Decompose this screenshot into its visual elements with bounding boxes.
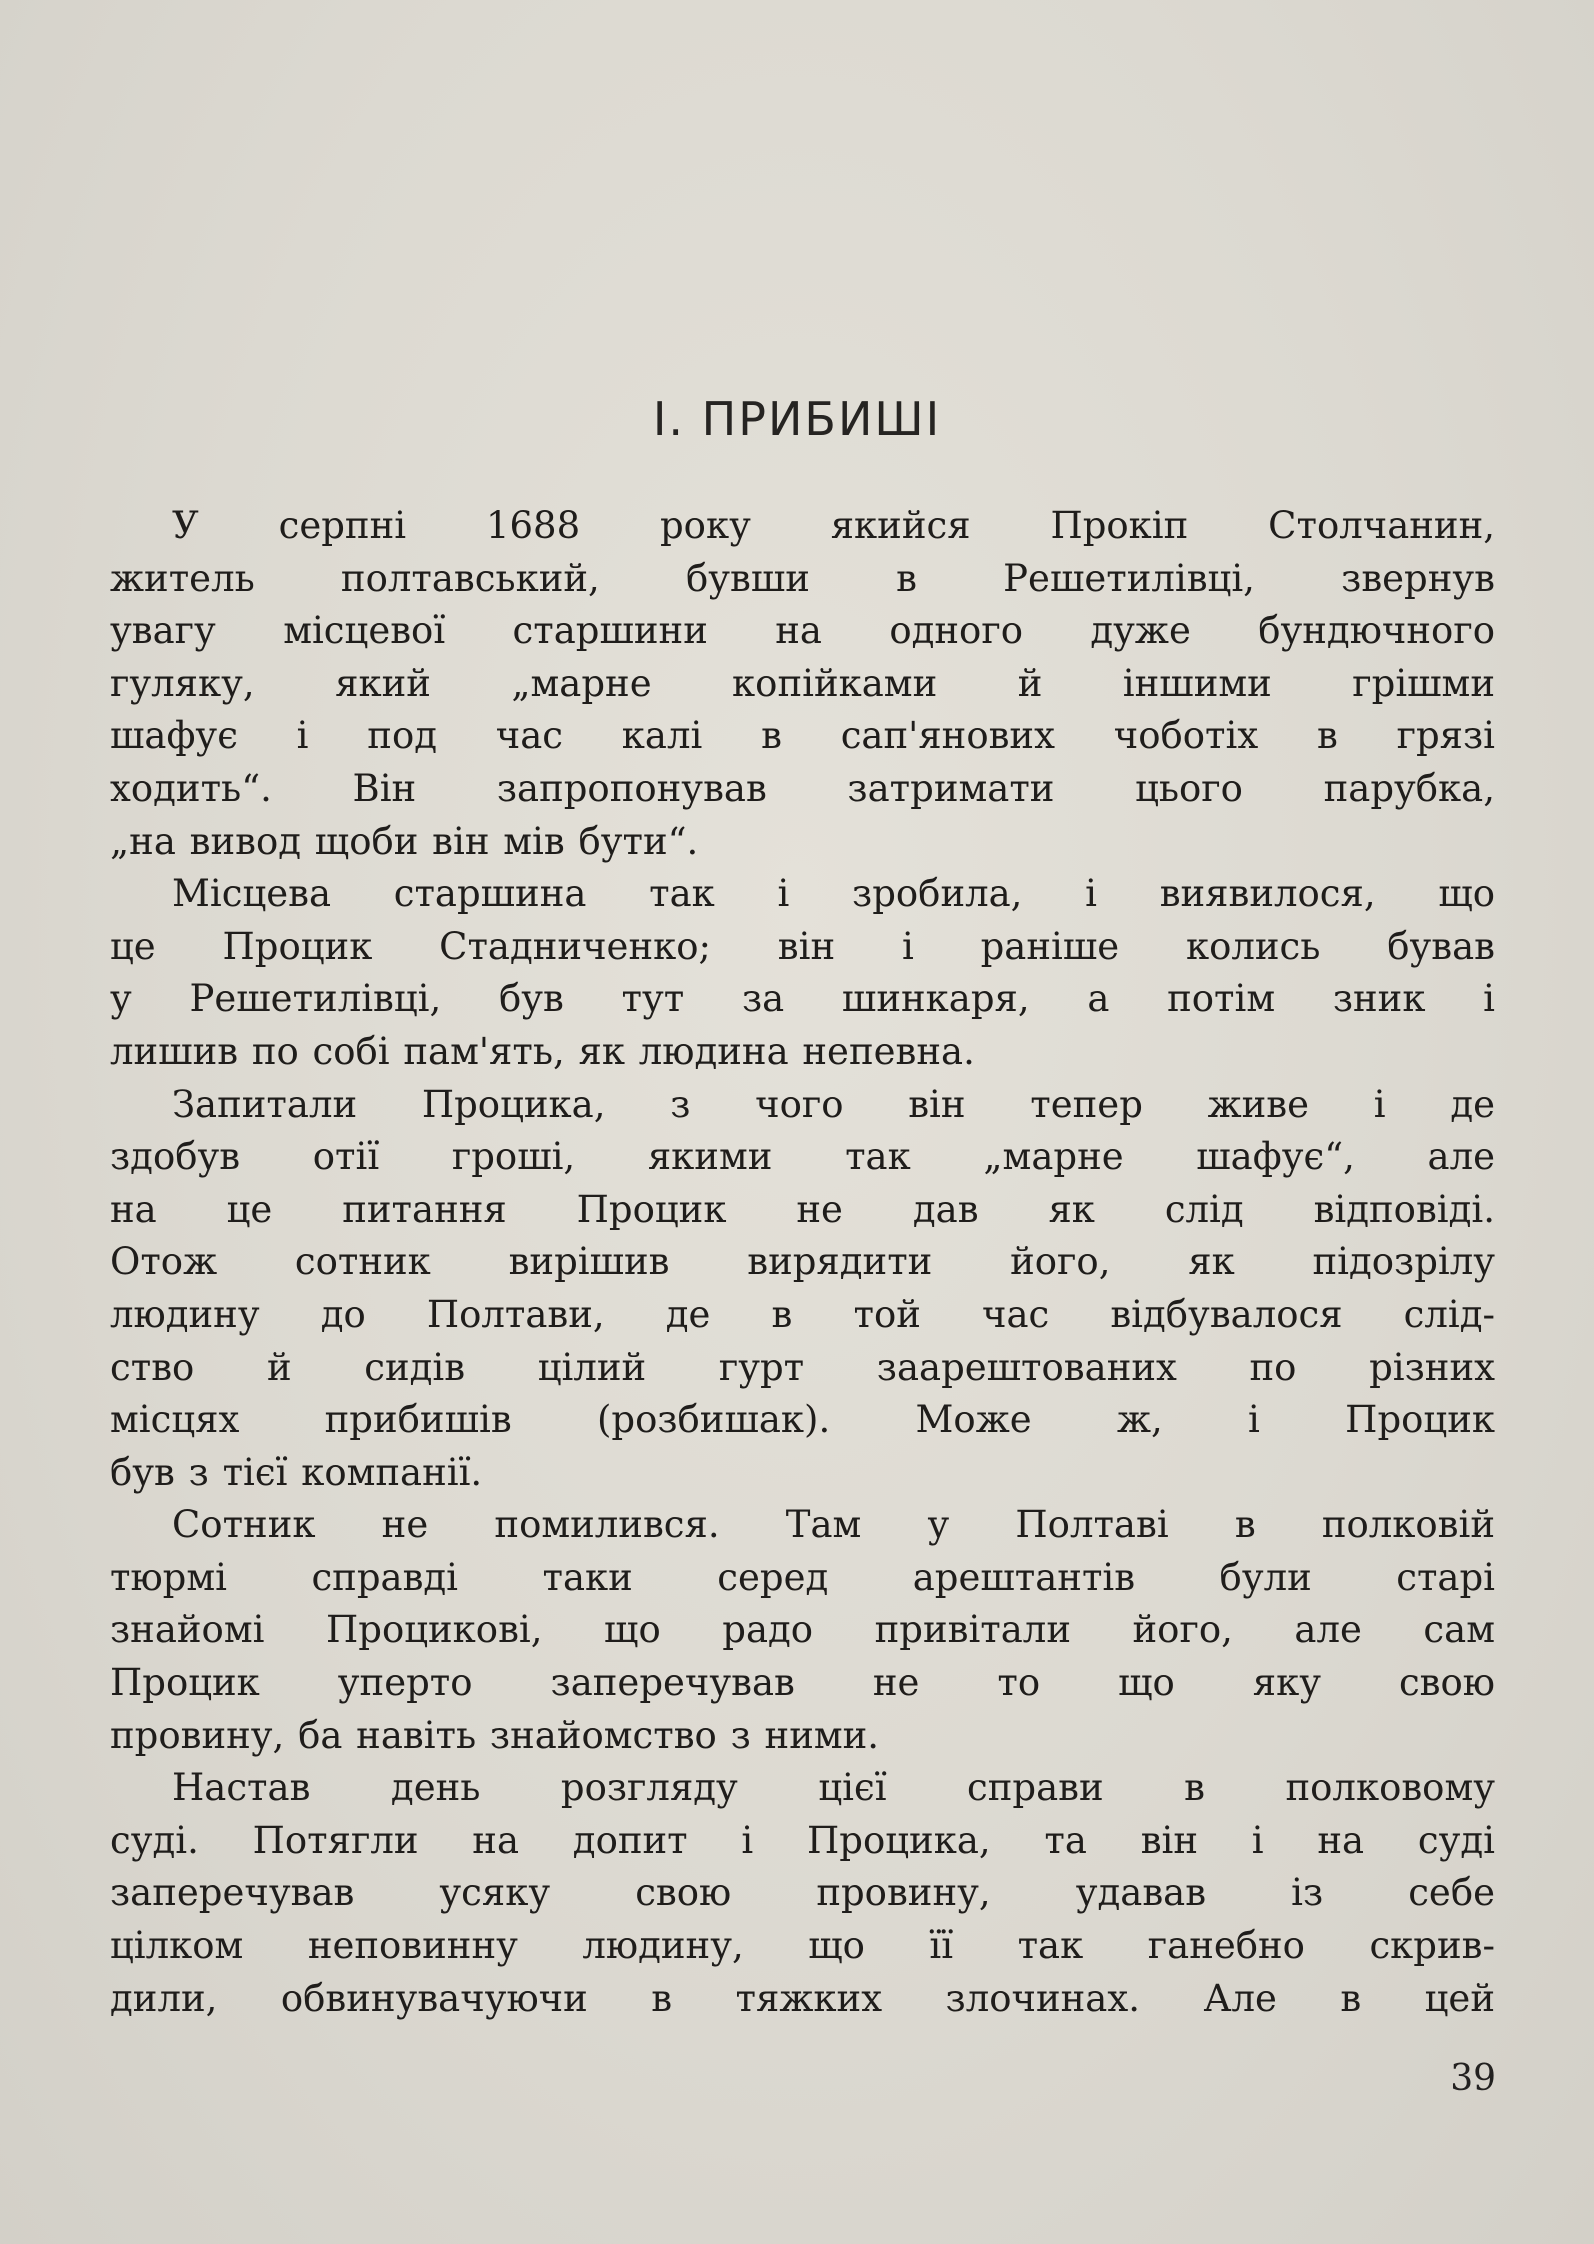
text-line: лишив по собі пам'ять, як людина непевна. xyxy=(110,1029,975,1073)
text-line: знайомі Процикові, що радо привітали його, але сам xyxy=(110,1608,1495,1652)
text-line: заперечував усяку свою провину, удавав із себе xyxy=(110,1871,1495,1915)
text-line: людину до Полтави, де в той час відбувалося слід- xyxy=(110,1292,1495,1336)
paragraph xyxy=(110,868,1495,1078)
text-line: провину, ба навіть знайомство з ними. xyxy=(110,1713,880,1757)
text-line: був з тієї компанії. xyxy=(110,1450,483,1494)
text-line: Процик уперто заперечував не то що яку свою xyxy=(110,1661,1495,1705)
text-line: тюрмі справді таки серед арештантів були старі xyxy=(110,1555,1495,1599)
paragraph xyxy=(110,1499,1495,1762)
text-line: увагу місцевої старшини на одного дуже бундючного xyxy=(110,609,1495,653)
page-number: 39 xyxy=(1450,2058,1496,2099)
text-line: суді. Потягли на допит і Процика, та він і на суді xyxy=(110,1818,1495,1862)
text-line: Сотник не помилився. Там у Полтаві в полковій xyxy=(172,1503,1495,1547)
text-line: Настав день розгляду цієї справи в полковому xyxy=(172,1766,1495,1810)
text-line: житель полтавський, бувши в Решетилівці, звернув xyxy=(110,556,1495,600)
text-line: на це питання Процик не дав як слід відповіді. xyxy=(110,1187,1495,1231)
text-line: У серпні 1688 року якийся Прокіп Столчанин, xyxy=(172,504,1495,547)
chapter-title: І. ПРИБИШІ xyxy=(652,392,942,446)
text-line: „на вивод щоби він мів бути“. xyxy=(110,819,699,863)
body-text xyxy=(110,500,1495,2025)
text-line: місцях прибишів (розбишак). Може ж, і Процик xyxy=(110,1398,1495,1442)
text-line: шафує і под час калі в сап'янових чоботіх в грязі xyxy=(110,714,1495,758)
text-line: Запитали Процика, з чого він тепер живе і де xyxy=(172,1082,1495,1126)
text-line: здобув отії гроші, якими так „марне шафує“, але xyxy=(110,1135,1495,1179)
text-line: це Процик Стадниченко; він і раніше колись бував xyxy=(110,924,1495,968)
paragraph xyxy=(110,500,1495,868)
text-line: Отож сотник вирішив вирядити його, як підозрілу xyxy=(110,1240,1495,1284)
text-line: у Решетилівці, був тут за шинкаря, а потім зник і xyxy=(110,977,1495,1021)
text-line: Місцева старшина так і зробила, і виявилося, що xyxy=(172,872,1495,916)
text-line: ходить“. Він запропонував затримати цього парубка, xyxy=(110,766,1495,810)
text-line: ство й сидів цілий гурт заарештованих по різних xyxy=(110,1345,1495,1389)
text-line: цілком неповинну людину, що її так ганебно скрив- xyxy=(110,1924,1495,1968)
text-line: гуляку, який „марне копійками й іншими грішми xyxy=(110,661,1495,705)
paragraph xyxy=(110,1762,1495,2025)
paragraph xyxy=(110,1079,1495,1500)
text-line: дили, обвинувачуючи в тяжких злочинах. Але в цей xyxy=(110,1976,1495,2020)
